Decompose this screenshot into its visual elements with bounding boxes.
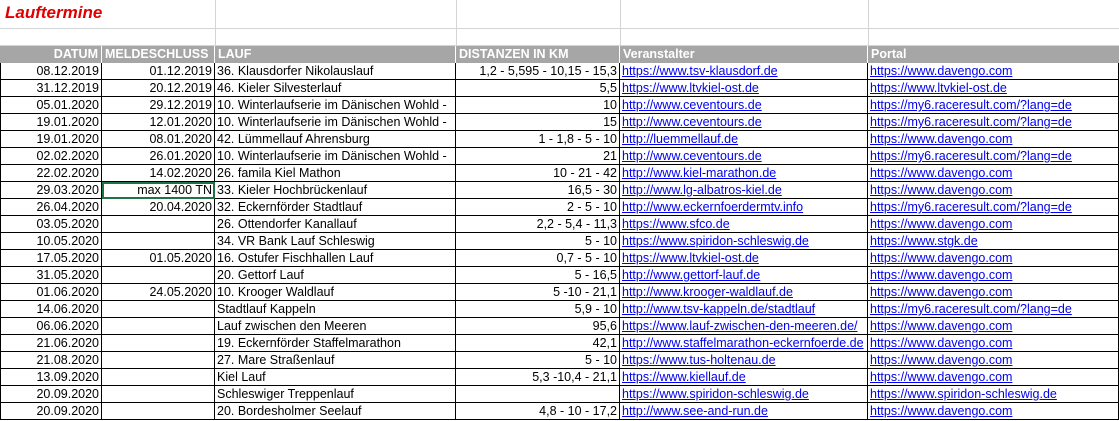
- cell-veranstalter[interactable]: https://www.lauf-zwischen-den-meeren.de/: [620, 318, 868, 335]
- cell-portal[interactable]: https://www.davengo.com: [868, 284, 1119, 301]
- cell-datum[interactable]: 19.01.2020: [0, 131, 102, 148]
- cell-portal[interactable]: https://www.davengo.com: [868, 165, 1119, 182]
- cell-portal[interactable]: https://my6.raceresult.com/?lang=de: [868, 301, 1119, 318]
- cell-veranstalter[interactable]: http://www.gettorf-lauf.de: [620, 267, 868, 284]
- gridline: [868, 0, 869, 45]
- cell-veranstalter[interactable]: https://www.kiellauf.de: [620, 369, 868, 386]
- cell-distanzen[interactable]: 4,8 - 10 - 17,2: [456, 403, 620, 420]
- cell-veranstalter[interactable]: http://luemmellauf.de: [620, 131, 868, 148]
- cell-datum[interactable]: 17.05.2020: [0, 250, 102, 267]
- header-meldeschluss[interactable]: MELDESCHLUSS: [102, 46, 215, 63]
- table-row[interactable]: [0, 267, 1119, 284]
- cell-portal[interactable]: https://my6.raceresult.com/?lang=de: [868, 199, 1119, 216]
- cell-portal[interactable]: https://my6.raceresult.com/?lang=de: [868, 148, 1119, 165]
- cell-meldeschluss[interactable]: 08.01.2020: [102, 131, 215, 148]
- cell-meldeschluss[interactable]: 29.12.2019: [102, 97, 215, 114]
- cell-distanzen[interactable]: 2 - 5 - 10: [456, 199, 620, 216]
- cell-meldeschluss[interactable]: 01.05.2020: [102, 250, 215, 267]
- cell-portal[interactable]: https://my6.raceresult.com/?lang=de: [868, 97, 1119, 114]
- cell-veranstalter[interactable]: http://www.kiel-marathon.de: [620, 165, 868, 182]
- cell-lauf[interactable]: 20. Bordesholmer Seelauf: [215, 403, 456, 420]
- header-portal[interactable]: Portal: [868, 46, 1119, 63]
- gridline: [620, 0, 621, 45]
- cell-portal[interactable]: https://www.davengo.com: [868, 335, 1119, 352]
- gridline: [456, 0, 457, 45]
- sheet-title[interactable]: Lauftermine: [5, 3, 103, 22]
- cell-meldeschluss[interactable]: 20.04.2020: [102, 199, 215, 216]
- cell-distanzen[interactable]: 42,1: [456, 335, 620, 352]
- cell-distanzen[interactable]: 5,9 - 10: [456, 301, 620, 318]
- cell-meldeschluss[interactable]: [102, 335, 215, 352]
- cell-veranstalter[interactable]: http://www.lg-albatros-kiel.de: [620, 182, 868, 199]
- cell-lauf[interactable]: Stadtlauf Kappeln: [215, 301, 456, 318]
- cell-veranstalter[interactable]: http://www.tsv-kappeln.de/stadtlauf: [620, 301, 868, 318]
- cell-meldeschluss[interactable]: 26.01.2020: [102, 148, 215, 165]
- header-distanzen[interactable]: DISTANZEN IN KM: [456, 46, 620, 63]
- table-row[interactable]: [0, 233, 1119, 250]
- cell-lauf[interactable]: Lauf zwischen den Meeren: [215, 318, 456, 335]
- selected-cell[interactable]: max 1400 TN: [102, 182, 215, 199]
- cell-meldeschluss[interactable]: [102, 233, 215, 250]
- table-row[interactable]: [0, 352, 1119, 369]
- cell-distanzen[interactable]: 16,5 - 30: [456, 182, 620, 199]
- cell-veranstalter[interactable]: https://www.ltvkiel-ost.de: [620, 250, 868, 267]
- cell-portal[interactable]: https://www.stgk.de: [868, 233, 1119, 250]
- cell-veranstalter[interactable]: http://www.see-and-run.de: [620, 403, 868, 420]
- cell-datum[interactable]: 14.06.2020: [0, 301, 102, 318]
- cell-datum[interactable]: 22.02.2020: [0, 165, 102, 182]
- cell-datum[interactable]: 05.01.2020: [0, 97, 102, 114]
- table-row[interactable]: [0, 284, 1119, 301]
- table-row[interactable]: [0, 216, 1119, 233]
- cell-datum[interactable]: 31.12.2019: [0, 80, 102, 97]
- cell-datum[interactable]: 19.01.2020: [0, 114, 102, 131]
- cell-lauf[interactable]: 46. Kieler Silvesterlauf: [215, 80, 456, 97]
- cell-veranstalter[interactable]: http://www.ceventours.de: [620, 97, 868, 114]
- table-row[interactable]: [0, 199, 1119, 216]
- cell-datum[interactable]: 20.09.2020: [0, 403, 102, 420]
- table-row[interactable]: [0, 301, 1119, 318]
- cell-meldeschluss[interactable]: [102, 301, 215, 318]
- cell-meldeschluss[interactable]: [102, 403, 215, 420]
- cell-meldeschluss[interactable]: 20.12.2019: [102, 80, 215, 97]
- cell-lauf[interactable]: 36. Klausdorfer Nikolauslauf: [215, 63, 456, 80]
- cell-lauf[interactable]: 34. VR Bank Lauf Schleswig: [215, 233, 456, 250]
- cell-datum[interactable]: 20.09.2020: [0, 386, 102, 403]
- cell-distanzen[interactable]: [456, 386, 620, 403]
- cell-portal[interactable]: https://www.davengo.com: [868, 352, 1119, 369]
- cell-lauf[interactable]: 10. Winterlaufserie im Dänischen Wohld -: [215, 97, 456, 114]
- table-row[interactable]: [0, 182, 1119, 199]
- cell-veranstalter[interactable]: http://www.staffelmarathon-eckernfoerde.de: [620, 335, 868, 352]
- cell-portal[interactable]: https://www.davengo.com: [868, 63, 1119, 80]
- cell-lauf[interactable]: 42. Lümmellauf Ahrensburg: [215, 131, 456, 148]
- cell-datum[interactable]: 08.12.2019: [0, 63, 102, 80]
- cell-lauf[interactable]: 26. Ottendorfer Kanallauf: [215, 216, 456, 233]
- cell-lauf[interactable]: Kiel Lauf: [215, 369, 456, 386]
- table-row[interactable]: [0, 63, 1119, 80]
- cell-datum[interactable]: 29.03.2020: [0, 182, 102, 199]
- table-row[interactable]: [0, 403, 1119, 420]
- cell-lauf[interactable]: 10. Winterlaufserie im Dänischen Wohld -: [215, 148, 456, 165]
- cell-meldeschluss[interactable]: [102, 386, 215, 403]
- cell-portal[interactable]: https://www.davengo.com: [868, 131, 1119, 148]
- cell-distanzen[interactable]: 10 - 21 - 42: [456, 165, 620, 182]
- cell-meldeschluss[interactable]: [102, 318, 215, 335]
- empty-row[interactable]: [0, 28, 1119, 46]
- cell-lauf[interactable]: 10. Krooger Waldlauf: [215, 284, 456, 301]
- cell-distanzen[interactable]: 15: [456, 114, 620, 131]
- cell-lauf[interactable]: 33. Kieler Hochbrückenlauf: [215, 182, 456, 199]
- cell-distanzen[interactable]: 5,5: [456, 80, 620, 97]
- gridline: [215, 0, 216, 45]
- header-veranstalter[interactable]: Veranstalter: [620, 46, 868, 63]
- cell-distanzen[interactable]: 95,6: [456, 318, 620, 335]
- cell-datum[interactable]: 21.06.2020: [0, 335, 102, 352]
- header-row: [0, 46, 1119, 63]
- cell-veranstalter[interactable]: https://www.spiridon-schleswig.de: [620, 386, 868, 403]
- table-row[interactable]: [0, 318, 1119, 335]
- cell-portal[interactable]: https://www.davengo.com: [868, 250, 1119, 267]
- cell-portal[interactable]: https://www.davengo.com: [868, 403, 1119, 420]
- table-row[interactable]: [0, 369, 1119, 386]
- cell-datum[interactable]: 03.05.2020: [0, 216, 102, 233]
- cell-portal[interactable]: https://www.davengo.com: [868, 369, 1119, 386]
- cell-distanzen[interactable]: 1,2 - 5,595 - 10,15 - 15,3: [456, 63, 620, 80]
- cell-datum[interactable]: 10.05.2020: [0, 233, 102, 250]
- cell-distanzen[interactable]: 10: [456, 97, 620, 114]
- cell-distanzen[interactable]: 21: [456, 148, 620, 165]
- table-row[interactable]: [0, 80, 1119, 97]
- cell-veranstalter[interactable]: https://www.tus-holtenau.de: [620, 352, 868, 369]
- cell-veranstalter[interactable]: https://www.ltvkiel-ost.de: [620, 80, 868, 97]
- cell-lauf[interactable]: 26. famila Kiel Mathon: [215, 165, 456, 182]
- cell-distanzen[interactable]: 0,7 - 5 - 10: [456, 250, 620, 267]
- cell-lauf[interactable]: 16. Ostufer Fischhallen Lauf: [215, 250, 456, 267]
- cell-veranstalter[interactable]: http://www.krooger-waldlauf.de: [620, 284, 868, 301]
- table-row[interactable]: [0, 386, 1119, 403]
- cell-portal[interactable]: https://www.davengo.com: [868, 267, 1119, 284]
- header-lauf[interactable]: LAUF: [215, 46, 456, 63]
- cell-lauf[interactable]: 27. Mare Straßenlauf: [215, 352, 456, 369]
- cell-portal[interactable]: https://www.davengo.com: [868, 216, 1119, 233]
- cell-distanzen[interactable]: 5 - 10: [456, 233, 620, 250]
- cell-distanzen[interactable]: 5 -10 - 21,1: [456, 284, 620, 301]
- cell-meldeschluss[interactable]: 01.12.2019: [102, 63, 215, 80]
- cell-distanzen[interactable]: 2,2 - 5,4 - 11,3: [456, 216, 620, 233]
- cell-distanzen[interactable]: 5,3 -10,4 - 21,1: [456, 369, 620, 386]
- cell-meldeschluss[interactable]: [102, 352, 215, 369]
- cell-datum[interactable]: 21.08.2020: [0, 352, 102, 369]
- cell-meldeschluss[interactable]: 12.01.2020: [102, 114, 215, 131]
- cell-meldeschluss[interactable]: 24.05.2020: [102, 284, 215, 301]
- cell-lauf[interactable]: 32. Eckernförder Stadtlauf: [215, 199, 456, 216]
- cell-distanzen[interactable]: 1 - 1,8 - 5 - 10: [456, 131, 620, 148]
- cell-veranstalter[interactable]: https://www.spiridon-schleswig.de: [620, 233, 868, 250]
- table-row[interactable]: [0, 250, 1119, 267]
- cell-lauf[interactable]: Schleswiger Treppenlauf: [215, 386, 456, 403]
- cell-lauf[interactable]: 20. Gettorf Lauf: [215, 267, 456, 284]
- table-row[interactable]: [0, 335, 1119, 352]
- cell-portal[interactable]: https://www.davengo.com: [868, 318, 1119, 335]
- cell-veranstalter[interactable]: https://www.tsv-klausdorf.de: [620, 63, 868, 80]
- cell-portal[interactable]: https://www.spiridon-schleswig.de: [868, 386, 1119, 403]
- cell-datum[interactable]: 13.09.2020: [0, 369, 102, 386]
- cell-lauf[interactable]: 10. Winterlaufserie im Dänischen Wohld -: [215, 114, 456, 131]
- data-rows: [0, 63, 1119, 420]
- title-row: [0, 0, 1119, 29]
- cell-datum[interactable]: 31.05.2020: [0, 267, 102, 284]
- table-row[interactable]: [0, 131, 1119, 148]
- cell-veranstalter[interactable]: http://www.ceventours.de: [620, 114, 868, 131]
- table-row[interactable]: [0, 148, 1119, 165]
- cell-portal[interactable]: https://www.ltvkiel-ost.de: [868, 80, 1119, 97]
- header-datum[interactable]: DATUM: [0, 46, 102, 63]
- cell-veranstalter[interactable]: http://www.ceventours.de: [620, 148, 868, 165]
- cell-distanzen[interactable]: 5 - 10: [456, 352, 620, 369]
- table-row[interactable]: [0, 165, 1119, 182]
- cell-distanzen[interactable]: 5 - 16,5: [456, 267, 620, 284]
- table-row[interactable]: [0, 97, 1119, 114]
- cell-datum[interactable]: 02.02.2020: [0, 148, 102, 165]
- cell-meldeschluss[interactable]: 14.02.2020: [102, 165, 215, 182]
- cell-datum[interactable]: 06.06.2020: [0, 318, 102, 335]
- cell-meldeschluss[interactable]: [102, 267, 215, 284]
- cell-datum[interactable]: 26.04.2020: [0, 199, 102, 216]
- cell-veranstalter[interactable]: http://www.eckernfoerdermtv.info: [620, 199, 868, 216]
- cell-portal[interactable]: https://my6.raceresult.com/?lang=de: [868, 114, 1119, 131]
- cell-lauf[interactable]: 19. Eckernförder Staffelmarathon: [215, 335, 456, 352]
- cell-veranstalter[interactable]: https://www.sfco.de: [620, 216, 868, 233]
- cell-meldeschluss[interactable]: [102, 216, 215, 233]
- table-row[interactable]: [0, 114, 1119, 131]
- cell-datum[interactable]: 01.06.2020: [0, 284, 102, 301]
- cell-meldeschluss[interactable]: [102, 369, 215, 386]
- cell-portal[interactable]: https://www.davengo.com: [868, 182, 1119, 199]
